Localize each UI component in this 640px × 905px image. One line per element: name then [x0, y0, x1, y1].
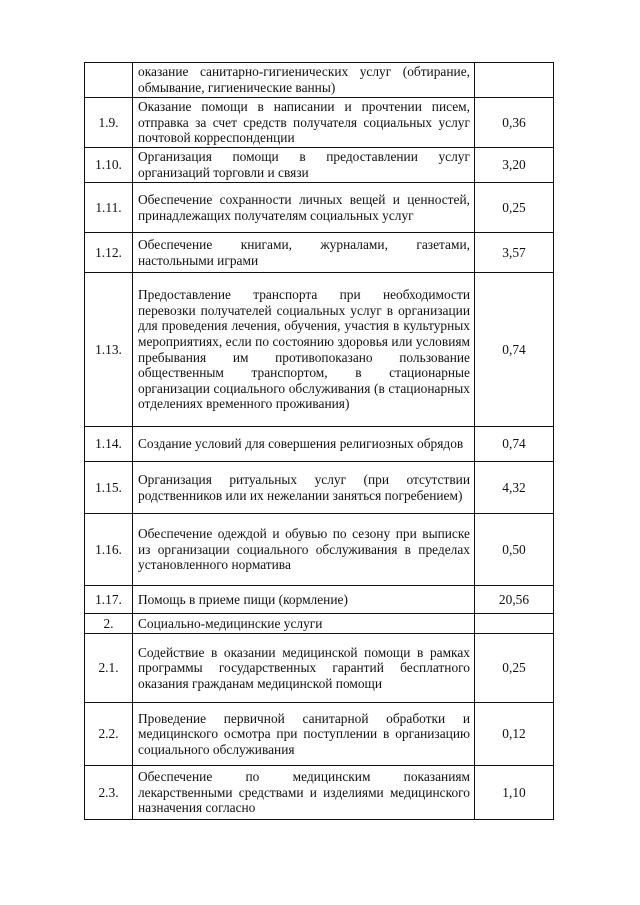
table-row	[85, 273, 554, 427]
service-value: 1,10	[475, 766, 554, 820]
service-name: Создание условий для совершения религиозных обрядов	[133, 427, 475, 462]
row-number: 1.17.	[85, 586, 133, 614]
table-row	[85, 614, 554, 634]
service-value: 0,36	[475, 98, 554, 148]
service-name: Обеспечение по медицинским показаниям лекарственными средствами и изделиями медицинского назначения согласно	[133, 766, 475, 820]
row-number	[85, 63, 133, 98]
table-row	[85, 462, 554, 514]
service-name: Содействие в оказании медицинской помощи в рамках программы государственных гарантий бесплатного оказания гражданам медицинской помощи	[133, 634, 475, 703]
service-value: 0,50	[475, 514, 554, 586]
service-value: 0,74	[475, 273, 554, 427]
row-number: 1.10.	[85, 148, 133, 183]
row-number: 1.13.	[85, 273, 133, 427]
table-row	[85, 634, 554, 703]
table-row	[85, 586, 554, 614]
service-name: Обеспечение сохранности личных вещей и ценностей, принадлежащих получателям социальных услуг	[133, 183, 475, 233]
service-name: Оказание помощи в написании и прочтении писем, отправка за счет средств получателя социальных услуг почтовой корреспонденции	[133, 98, 475, 148]
service-value: 4,32	[475, 462, 554, 514]
service-value: 0,25	[475, 634, 554, 703]
service-value: 3,57	[475, 233, 554, 273]
row-number: 1.12.	[85, 233, 133, 273]
row-number: 2.1.	[85, 634, 133, 703]
row-number: 1.9.	[85, 98, 133, 148]
service-name: Обеспечение книгами, журналами, газетами, настольными играми	[133, 233, 475, 273]
table-row	[85, 514, 554, 586]
service-name: Помощь в приеме пищи (кормление)	[133, 586, 475, 614]
row-number: 2.	[85, 614, 133, 634]
service-value: 3,20	[475, 148, 554, 183]
table-row	[85, 98, 554, 148]
service-name: оказание санитарно-гигиенических услуг (обтирание, обмывание, гигиенические ванны)	[133, 63, 475, 98]
table-row	[85, 63, 554, 98]
services-table-body	[85, 63, 554, 820]
table-row	[85, 766, 554, 820]
service-value: 0,74	[475, 427, 554, 462]
service-name: Социально-медицинские услуги	[133, 614, 475, 634]
table-row	[85, 148, 554, 183]
service-value	[475, 614, 554, 634]
table-row	[85, 233, 554, 273]
row-number: 2.2.	[85, 703, 133, 766]
service-value: 20,56	[475, 586, 554, 614]
row-number: 1.16.	[85, 514, 133, 586]
service-name: Проведение первичной санитарной обработки и медицинского осмотра при поступлении в организацию социального обслуживания	[133, 703, 475, 766]
service-name: Предоставление транспорта при необходимости перевозки получателей социальных услуг в организации для проведения лечения, обучения, участия в культурных мероприятиях, если по состоянию здоровья или условиям пребывания им противопоказано пользование общественным транспортом, в стационарные организации социального обслуживания (в стационарных отделениях временного проживания)	[133, 273, 475, 427]
row-number: 1.15.	[85, 462, 133, 514]
table-row	[85, 703, 554, 766]
table-row	[85, 427, 554, 462]
service-value: 0,12	[475, 703, 554, 766]
service-name: Обеспечение одеждой и обувью по сезону при выписке из организации социального обслуживания в пределах установленного норматива	[133, 514, 475, 586]
row-number: 2.3.	[85, 766, 133, 820]
service-name: Организация ритуальных услуг (при отсутствии родственников или их нежелании заняться погребением)	[133, 462, 475, 514]
table-row	[85, 183, 554, 233]
row-number: 1.11.	[85, 183, 133, 233]
service-value: 0,25	[475, 183, 554, 233]
services-table	[84, 62, 554, 820]
service-name: Организация помощи в предоставлении услуг организаций торговли и связи	[133, 148, 475, 183]
row-number: 1.14.	[85, 427, 133, 462]
service-value	[475, 63, 554, 98]
